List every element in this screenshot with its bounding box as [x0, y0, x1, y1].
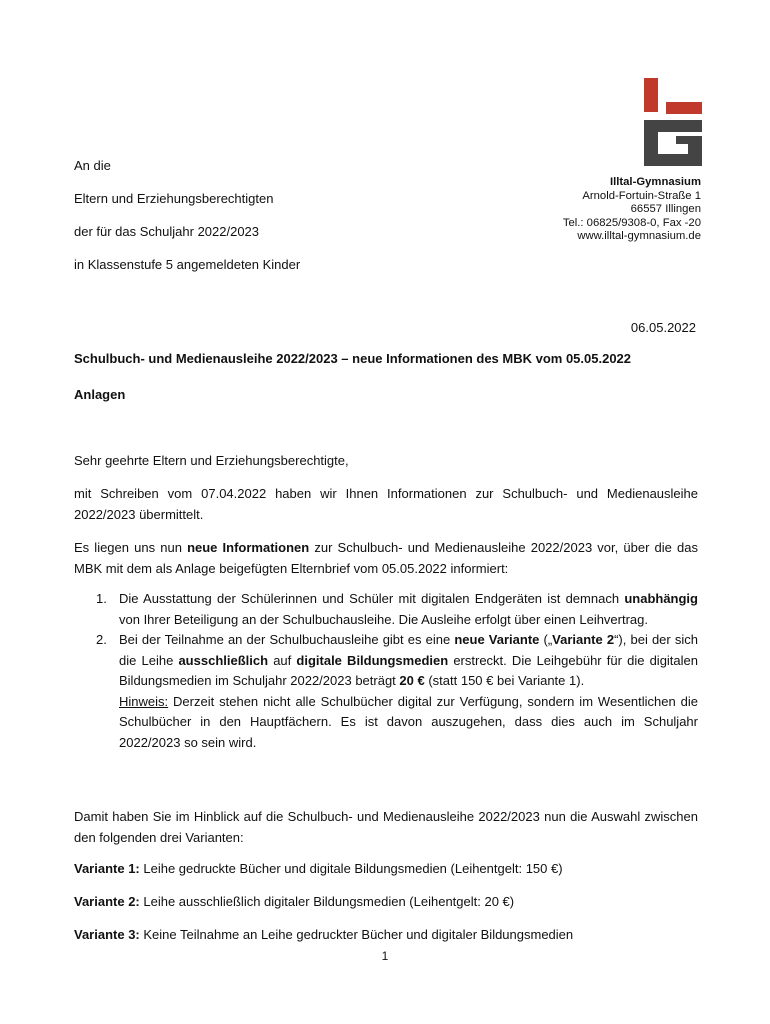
list-item: 2. Bei der Teilnahme an der Schulbuchausleihe gibt es eine neue Variante („Variante 2“), bei der sich die Leihe ausschließlich auf digitale Bildungsmedien erstreckt. Die Leihgebühr für die digitalen Bildungsmedien im Schuljahr 2022/2023 beträgt 20 € (statt 150 € bei Variante 1). Hinweis: Derzeit stehen nicht alle Schulbücher digital zur Verfügung, sondern im Wesentlichen die Schulbücher in den Hauptfächern. Es ist davon auszugehen, dass dies auch im Schuljahr 2022/2023 so sein wird.: [96, 632, 698, 750]
school-address: [563, 176, 701, 244]
list-item-number: 1.: [96, 591, 107, 606]
school-name: Illtal-Gymnasium: [609, 176, 701, 188]
info-list: [74, 589, 698, 753]
list-item-number: 2.: [96, 632, 107, 647]
paragraph-1: mit Schreiben vom 07.04.2022 haben wir Ihnen Informationen zur Schulbuch- und Medienausleihe 2022/2023 übermittelt.: [74, 486, 698, 522]
recipient-line-3: der für das Schuljahr 2022/2023: [74, 224, 260, 239]
school-logo: [636, 74, 708, 170]
letter-subject: Schulbuch- und Medienausleihe 2022/2023 – neue Informationen des MBK vom 05.05.2022: [74, 351, 632, 366]
school-website: www.illtal-gymnasium.de: [577, 230, 701, 243]
paragraph-3: Damit haben Sie im Hinblick auf die Schulbuch- und Medienausleihe 2022/2023 nun die Auswahl zwischen den folgenden drei Varianten:: [74, 809, 698, 845]
school-phone: Tel.: 06825/9308-0, Fax -20: [562, 216, 701, 229]
school-city: 66557 Illingen: [630, 203, 701, 216]
page-number: 1: [381, 949, 389, 963]
variant-3: Variante 3: Keine Teilnahme an Leihe gedruckter Bücher und digitaler Bildungsmedien: [74, 927, 574, 942]
recipient-line-1: An die: [74, 158, 111, 173]
hint-label: Hinweis:: [119, 693, 169, 709]
recipient-line-2: Eltern und Erziehungsberechtigten: [74, 191, 274, 206]
list-item: 1. Die Ausstattung der Schülerinnen und Schüler mit digitalen Endgeräten ist demnach unabhängig von Ihrer Beteiligung an der Schulbuchausleihe. Die Ausleihe erfolgt über einen Leihvertrag.: [96, 591, 698, 627]
variant-2: Variante 2: Leihe ausschließlich digitaler Bildungsmedien (Leihentgelt: 20 €): [74, 894, 515, 909]
attachments-label: Anlagen: [74, 387, 126, 402]
recipient-line-4: in Klassenstufe 5 angemeldeten Kinder: [74, 257, 301, 272]
paragraph-2: Es liegen uns nun neue Informationen zur Schulbuch- und Medienausleihe 2022/2023 vor, über die das MBK mit dem als Anlage beigefügten Elternbrief vom 05.05.2022 informiert:: [74, 540, 698, 576]
school-street: Arnold-Fortuin-Straße 1: [582, 189, 701, 202]
letter-date: 06.05.2022: [630, 320, 696, 335]
hint-text: Derzeit stehen nicht alle Schulbücher digital zur Verfügung, sondern im Wesentlichen die Schulbücher in den Hauptfächern. Es ist davon auszugehen, dass dies auch im Schuljahr 2022/2023 so sein wird.: [119, 693, 698, 750]
variant-1: Variante 1: Leihe gedruckte Bücher und digitale Bildungsmedien (Leihentgelt: 150 €): [74, 861, 563, 876]
salutation: Sehr geehrte Eltern und Erziehungsberechtigte,: [74, 453, 349, 468]
